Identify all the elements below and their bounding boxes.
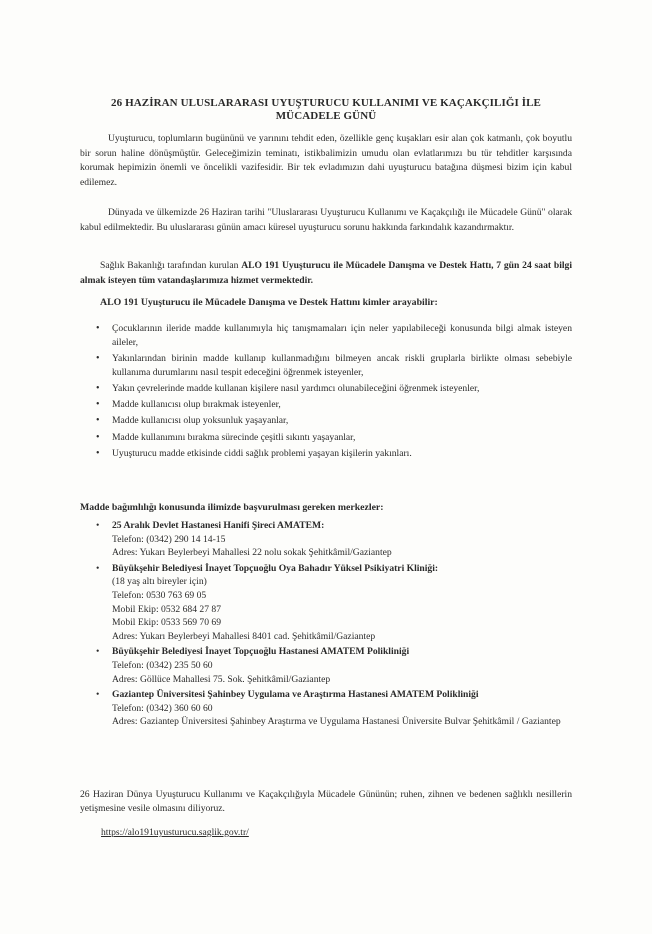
bullet-icon: • (96, 689, 100, 701)
center-name: Büyükşehir Belediyesi İnayet Topçuoğlu Hastanesi AMATEM Polikliniği (112, 646, 410, 658)
intro-paragraph: Uyuşturucu, toplumların bugününü ve yarınını tehdit eden, özellikle genç kuşakları esir alan çok katmanlı, çok boyutlu bir sorun haline dönüşmüştür. Geleceğimizin teminatı, istikbalimizin umudu olan evlatlarımızı bu tür tehditler karşısında korumak hepimizin önemli ve öncelikli vazifesidir. Bir tek evladımızın dahi uyuşturucu batağına düşmesi bizim için kabul edilemez. (80, 133, 572, 188)
center-name: 25 Aralık Devlet Hastanesi Hanifi Şireci AMATEM: (112, 520, 325, 531)
center-detail-line: Telefon: 0530 763 69 05 (112, 589, 207, 601)
caller-list-item (96, 382, 572, 396)
center-item (96, 688, 576, 729)
center-detail-line: Adres: Gaziantep Üniversitesi Şahinbey Araştırma ve Uygulama Hastanesi Üniversite Bulvar Şehitkâmil / Gaziantep (112, 716, 561, 728)
center-detail-line: Adres: Yukarı Beylerbeyi Mahallesi 22 nolu sokak Şehitkâmil/Gaziantep (112, 547, 392, 559)
hotline-intro-text: Sağlık Bakanlığı tarafından kurulan (100, 260, 242, 271)
center-detail-line: (18 yaş altı bireyler için) (112, 576, 207, 588)
centers-heading: Madde bağımlılığı konusunda ilimizde başvurulması gereken merkezler: (80, 502, 384, 513)
document-title (60, 97, 592, 123)
bullet-icon: • (96, 382, 100, 394)
caller-text: Uyuşturucu madde etkisinde ciddi sağlık problemi yaşayan kişilerin yakınları. (112, 447, 412, 459)
callers-heading: ALO 191 Uyuşturucu ile Mücadele Danışma ve Destek Hattını kimler arayabilir: (100, 297, 438, 308)
hotline-paragraph (80, 259, 572, 288)
center-detail-line: Telefon: (0342) 235 50 60 (112, 659, 213, 671)
bullet-icon: • (96, 447, 100, 459)
caller-list-item (96, 414, 572, 428)
center-detail-line: Telefon: (0342) 360 60 60 (112, 702, 213, 714)
bullet-icon: • (96, 646, 100, 658)
center-detail-line: Adres: Yukarı Beylerbeyi Mahallesi 8401 cad. Şehitkâmil/Gaziantep (112, 630, 376, 642)
bullet-icon: • (96, 520, 100, 531)
bullet-icon: • (96, 431, 100, 443)
caller-list-item (96, 352, 572, 380)
center-item (96, 562, 576, 644)
caller-text: Yakın çevrelerinde madde kullanan kişilere nasıl yardımcı olunabileceğini öğrenmek isteyenler, (112, 382, 480, 394)
title-line-1: 26 HAZİRAN ULUSLARARASI UYUŞTURUCU KULLANIMI VE KAÇAKÇILIĞI İLE (111, 97, 541, 109)
center-item (96, 645, 576, 686)
bullet-icon: • (96, 323, 100, 334)
center-detail-line: Adres: Göllüce Mahallesi 75. Sok. Şehitkâmil/Gaziantep (112, 673, 331, 685)
caller-text: Madde kullanıcısı olup yoksunluk yaşayanlar, (112, 415, 289, 427)
hotline-website-link[interactable]: https://alo191uyusturucu.saglik.gov.tr/ (101, 827, 249, 838)
hotline-bold-text: ALO 191 Uyuşturucu ile Mücadele Danışma ve Destek Hattı, 7 gün 24 saat bilgi almak isteyen tüm vatandaşlarımıza hizmet vermektedir. (80, 260, 572, 286)
bullet-icon: • (96, 415, 100, 427)
caller-text: Madde kullanımını bırakma sürecinde çeşitli sıkıntı yaşayanlar, (112, 431, 356, 443)
caller-text: Çocuklarının ileride madde kullanımıyla hiç tanışmamaları için neler yapılabileceği konusunda bilgi almak isteyen aileler, (112, 323, 572, 348)
bullet-icon: • (96, 352, 100, 364)
center-item (96, 519, 576, 560)
caller-list-item (96, 398, 572, 412)
caller-list-item (96, 322, 572, 350)
centers-list (96, 519, 576, 731)
closing-paragraph: 26 Haziran Dünya Uyuşturucu Kullanımı ve Kaçakçılığıyla Mücadele Gününün; ruhen, zihnen ve bedenen sağlıklı nesillerin yetişmesine vesile olmasını diliyoruz. (80, 789, 572, 814)
caller-list-item (96, 431, 572, 445)
callers-list (96, 322, 572, 463)
caller-list-item (96, 447, 572, 461)
center-name: Gaziantep Üniversitesi Şahinbey Uygulama ve Araştırma Hastanesi AMATEM Polikliniği (112, 689, 479, 701)
caller-text: Madde kullanıcısı olup bırakmak isteyenler, (112, 399, 281, 411)
center-detail-line: Mobil Ekip: 0533 569 70 69 (112, 617, 221, 629)
title-line-2: MÜCADELE GÜNÜ (275, 110, 377, 122)
center-name: Büyükşehir Belediyesi İnayet Topçuoğlu Oya Bahadır Yüksel Psikiyatri Kliniği: (112, 562, 439, 574)
center-detail-line: Telefon: (0342) 290 14 14-15 (112, 533, 226, 545)
center-detail-line: Mobil Ekip: 0532 684 27 87 (112, 603, 221, 615)
awareness-paragraph: Dünyada ve ülkemizde 26 Haziran tarihi "Uluslararası Uyuşturucu Kullanımı ve Kaçakçılığı ile Mücadele Günü" olarak kabul edilmektedir. Bu uluslararası günün amacı küresel uyuşturucu sorunu hakkında farkındalık kazandırmaktır. (80, 207, 572, 233)
caller-text: Yakınlarından birinin madde kullanıp kullanmadığını bilmeyen ancak riskli gruplarla birlikte olması sebebiyle kullanıma durumlarını nasıl tespit edeceğini öğrenmek isteyenler, (112, 352, 572, 378)
bullet-icon: • (96, 562, 100, 574)
bullet-icon: • (96, 399, 100, 411)
